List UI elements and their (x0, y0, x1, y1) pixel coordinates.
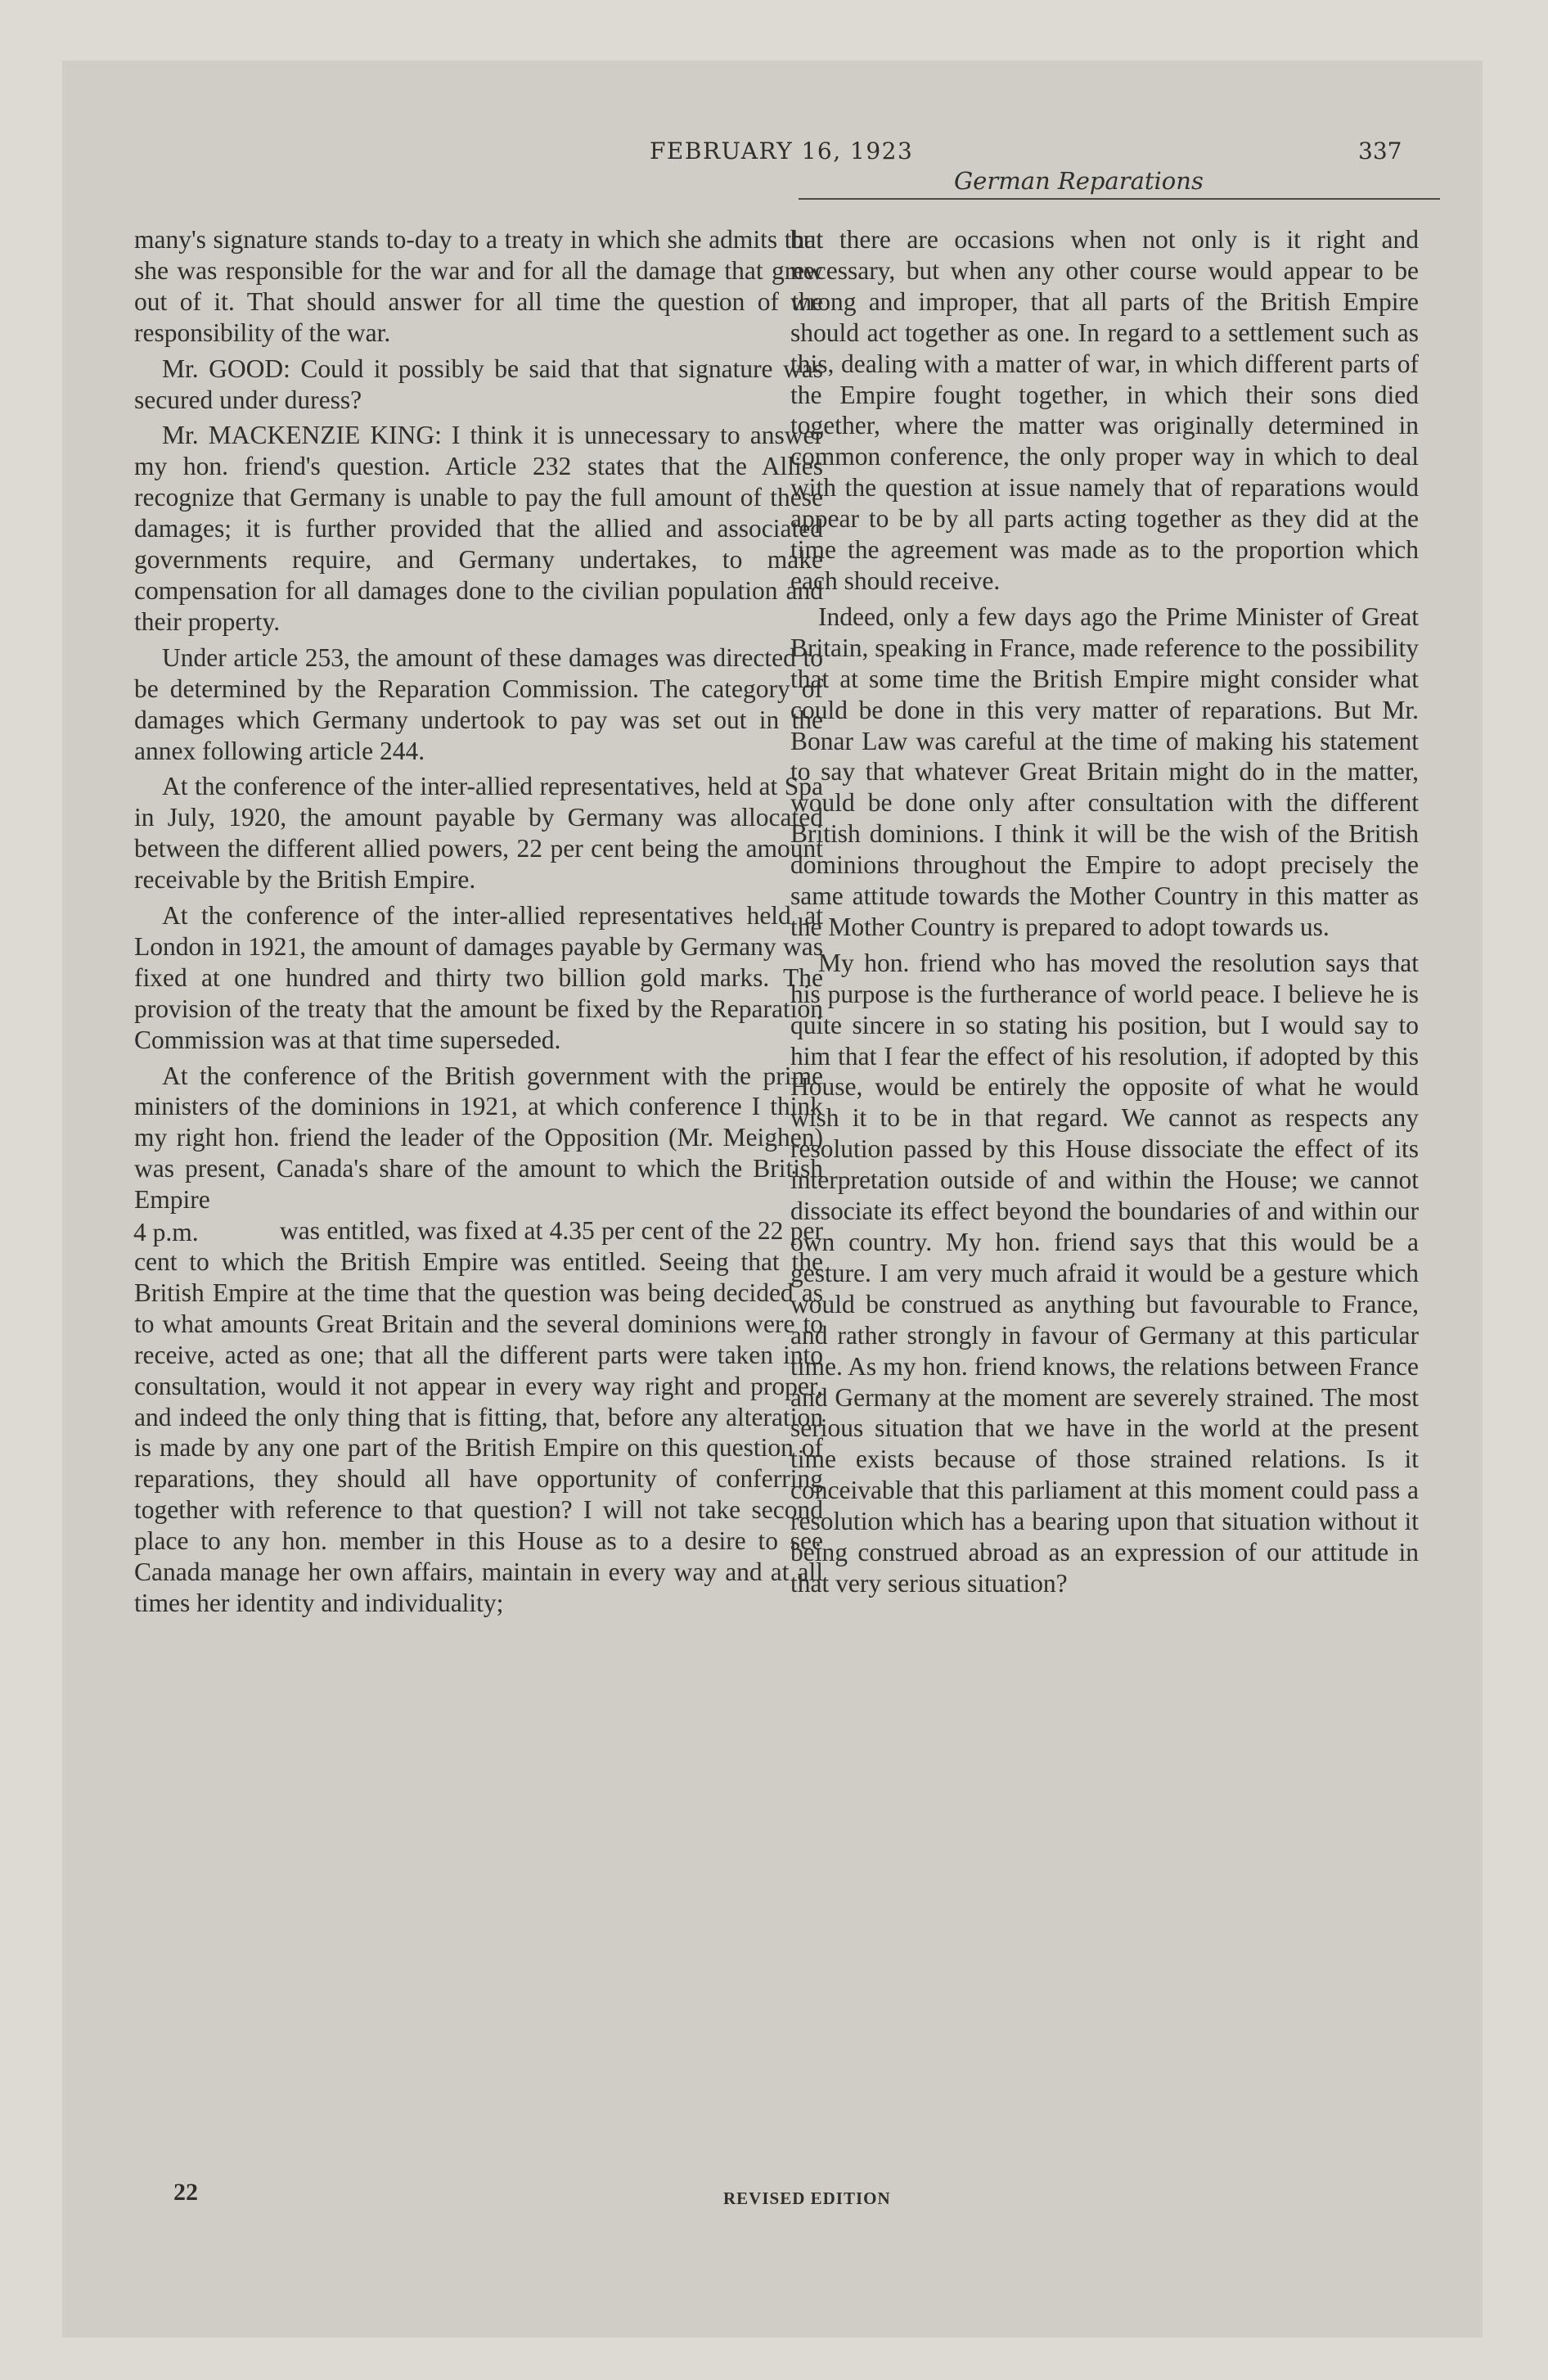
left-column (134, 224, 823, 1619)
signature-mark: 22 (173, 2179, 198, 2206)
edition-footer: REVISED EDITION (723, 2188, 891, 2208)
margin-time-note: 4 p.m. (133, 1218, 199, 1247)
paragraph: My hon. friend who has moved the resolution says that his purpose is the furtherance of world peace. I believe he is quite sincere in so stating his position, but I would say to him that I fear the effect of his resolution, if adopted by this House, would be entirely the opposite of what he would wish it to be in that regard. We cannot as respects any resolution passed by this House dissociate the effect of its interpretation outside of and within the House; we cannot dissociate its effect beyond the boundaries of and within our own country. My hon. friend says that this would be a gesture. I am very much afraid it would be a gesture which would be construed as anything but favourable to France, and rather strongly in favour of Germany at this particular time. As my hon. friend knows, the relations between France and Germany at the moment are severely strained. The most serious situation that we have in the world at the present time exists because of those strained relations. Is it conceivable that this parliament at this moment could pass a resolution which has a bearing upon that situation without it being construed abroad as an expression of our attitude in that very serious situation? (790, 948, 1419, 1598)
paragraph: Under article 253, the amount of these damages was directed to be determined by the Reparation Commission. The category of damages which Germany undertook to pay was set out in the annex following article 244. (134, 642, 823, 765)
time-note-block (134, 1215, 823, 1619)
page-number: 337 (1358, 137, 1402, 165)
document-page (62, 61, 1483, 2337)
page-header (62, 137, 1483, 203)
paragraph: At the conference of the British government with the prime ministers of the dominions in 1921, at which conference I think my right hon. friend the leader of the Opposition (Mr. Meighen) was present, Canada's share of the amount to which the British Empire (134, 1061, 823, 1215)
header-date: FEBRUARY 16, 1923 (650, 137, 914, 165)
header-subject: German Reparations (954, 167, 1204, 195)
paragraph: Mr. MACKENZIE KING: I think it is unnecessary to answer my hon. friend's question. Article 232 states that the Allies recognize that Germany is unable to pay the full amount of these damages; it is further provided that the allied and associated governments require, and Germany undertakes, to make compensation for all damages done to the civilian population and their property. (134, 421, 823, 636)
paragraph: Indeed, only a few days ago the Prime Minister of Great Britain, speaking in France, made reference to the possibility that at some time the British Empire might consider what could be done in this very matter of reparations. But Mr. Bonar Law was careful at the time of making his statement to say that whatever Great Britain might do in the matter, would be done only after consultation with the different British dominions. I think it will be the wish of the British dominions throughout the Empire to adopt precisely the same attitude towards the Mother Country in this matter as the Mother Country is prepared to adopt towards us. (790, 602, 1420, 941)
paragraph: Mr. GOOD: Could it possibly be said that that signature was secured under duress? (134, 354, 823, 414)
paragraph: was entitled, was fixed at 4.35 per cent of the 22 per cent to which the British Empire was entitled. Seeing that the British Empire at the time that the question was being decided as to what amounts Great Britain and the several dominions were to receive, acted as one; that all the different parts were taken into consultation, would it not appear in every way right and proper, and indeed the only thing that is fitting, that, before any alteration is made by any one part of the British Empire on this question of reparations, they should all have opportunity of conferring together with reference to that question? I will not take second place to any hon. member in this House as to a desire to see Canada manage her own affairs, maintain in every way and at all times her identity and individuality; (134, 1216, 823, 1617)
right-column (790, 224, 1419, 1599)
paragraph: many's signature stands to-day to a treaty in which she admits that she was responsible for the war and for all the damage that grew out of it. That should answer for all time the question of the responsibility of the war. (134, 225, 823, 347)
paragraph: At the conference of the inter-allied representatives, held at Spa in July, 1920, the amount payable by Germany was allocated between the different allied powers, 22 per cent being the amount receivable by the British Empire. (134, 772, 823, 895)
paragraph: At the conference of the inter-allied representatives held at London in 1921, the amount of damages payable by Germany was fixed at one hundred and thirty two billion gold marks. The provision of the treaty that the amount be fixed by the Reparation Commission was at that time superseded. (134, 901, 823, 1054)
header-rule (799, 198, 1440, 200)
paragraph: but there are occasions when not only is it right and necessary, but when any other course would appear to be wrong and improper, that all parts of the British Empire should act together as one. In regard to a settlement such as this, dealing with a matter of war, in which different parts of the Empire fought together, in which their sons died together, where the matter was originally determined in common conference, the only proper way in which to deal with the question at issue namely that of reparations would appear to be by all parts acting together as they did at the time the agreement was made as to the proportion which each should receive. (790, 225, 1419, 595)
